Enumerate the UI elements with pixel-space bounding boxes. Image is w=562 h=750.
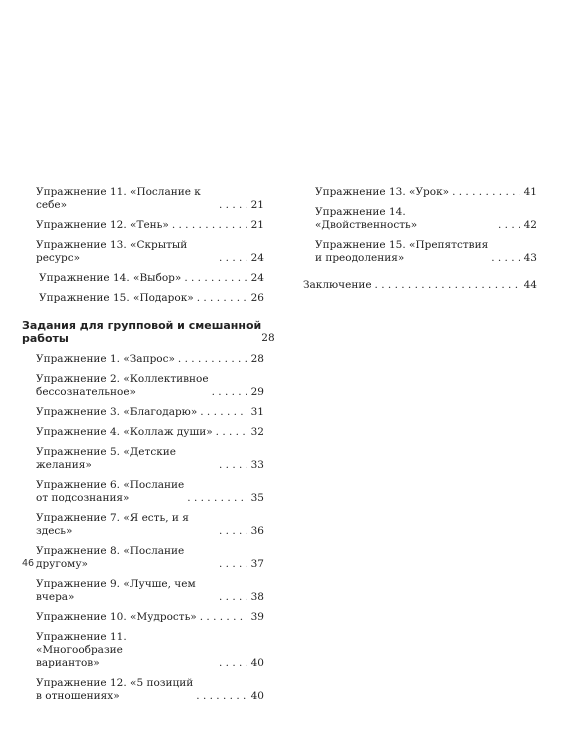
entry-page: 29 (250, 386, 264, 398)
dot-leader (178, 353, 247, 366)
entry-title: Упражнение 6. «Послание от подсознания» (36, 479, 185, 504)
toc-entry (36, 272, 264, 285)
entry-title: Упражнение 9. «Лучше, чем вчера» (36, 578, 196, 603)
entry-page: 39 (250, 611, 264, 623)
entry-page: 42 (523, 219, 537, 231)
entry-title: Упражнение 7. «Я есть, и я здесь» (36, 512, 189, 537)
toc-group-group-work (36, 353, 264, 703)
dot-leader (375, 279, 520, 292)
entry-page: 43 (523, 252, 537, 264)
dot-leader (187, 492, 247, 505)
entry-page: 31 (250, 406, 264, 418)
toc-entry (36, 219, 264, 232)
toc-entry (36, 373, 264, 399)
entry-page: 24 (250, 272, 264, 284)
toc-entry (36, 186, 264, 212)
toc-entry (36, 406, 264, 419)
entry-page: 38 (250, 591, 264, 603)
toc-right-column (303, 186, 537, 299)
entry-page: 44 (523, 279, 537, 291)
toc-entry (36, 512, 264, 538)
toc-entry-conclusion (303, 279, 537, 292)
entry-title: Упражнение 5. «Детские желания» (36, 446, 176, 471)
entry-title: Упражнение 4. «Коллаж души» (36, 426, 213, 438)
dot-leader (216, 426, 247, 439)
entry-page: 40 (250, 657, 264, 669)
toc-entry (36, 239, 264, 265)
entry-page: 32 (250, 426, 264, 438)
toc-entry (36, 353, 264, 366)
dot-leader (219, 558, 247, 571)
dot-leader (452, 186, 520, 199)
entry-title: Упражнение 10. «Мудрость» (36, 611, 197, 623)
entry-page: 40 (250, 690, 264, 702)
dot-leader (200, 406, 247, 419)
entry-page: 36 (250, 525, 264, 537)
dot-leader (219, 459, 247, 472)
entry-page: 28 (250, 353, 264, 365)
toc-entry (315, 206, 537, 232)
dot-leader (219, 199, 247, 212)
entry-title: Заключение (303, 279, 372, 291)
dot-leader (200, 611, 247, 624)
toc-entry (36, 446, 264, 472)
dot-leader (196, 690, 247, 703)
page-number: 46 (22, 558, 35, 569)
dot-leader (498, 219, 520, 232)
toc-group-continued (315, 186, 537, 265)
entry-title: Упражнение 12. «Тень» (36, 219, 169, 231)
toc-entry (36, 292, 264, 305)
entry-title: Упражнение 3. «Благодарю» (36, 406, 198, 418)
dot-leader (172, 219, 247, 232)
entry-page: 24 (250, 252, 264, 264)
entry-title: Упражнение 13. «Урок» (315, 186, 450, 198)
dot-leader (212, 386, 247, 399)
toc-entry (315, 239, 537, 265)
toc-entry (36, 631, 264, 670)
entry-title: Упражнение 15. «Препятствия и преодоления» (315, 239, 489, 264)
dot-leader (184, 272, 247, 285)
dot-leader (491, 252, 520, 265)
toc-entry (36, 545, 264, 571)
entry-page: 37 (250, 558, 264, 570)
entry-title: Упражнение 13. «Скрытый ресурс» (36, 239, 188, 264)
toc-entry (36, 479, 264, 505)
toc-group-individual (36, 186, 264, 305)
entry-page: 26 (250, 292, 264, 304)
dot-leader (219, 525, 247, 538)
entry-title: Упражнение 12. «5 позиций в отношениях» (36, 677, 194, 702)
entry-title: Упражнение 14. «Выбор» (39, 272, 182, 284)
dot-leader (219, 252, 247, 265)
toc-entry (36, 578, 264, 604)
entry-title: Упражнение 8. «Послание другому» (36, 545, 185, 570)
entry-page: 35 (250, 492, 264, 504)
toc-entry (36, 677, 264, 703)
toc-entry (36, 426, 264, 439)
dot-leader (197, 292, 247, 305)
entry-title: Упражнение 2. «Коллективное бессознательное» (36, 373, 209, 398)
entry-page: 41 (523, 186, 537, 198)
entry-page: 21 (250, 219, 264, 231)
entry-page: 33 (250, 459, 264, 471)
toc-entry (315, 186, 537, 199)
entry-title: Упражнение 15. «Подарок» (39, 292, 194, 304)
entry-title: Упражнение 14. «Двойственность» (315, 206, 418, 231)
entry-title: Упражнение 11. «Послание к себе» (36, 186, 201, 211)
dot-leader (219, 591, 247, 604)
toc-entry (36, 611, 264, 624)
section-title: Задания для групповой и смешанной работы (22, 319, 262, 345)
entry-title: Упражнение 11. «Многообразие вариантов» (36, 631, 127, 669)
section-page: 28 (261, 332, 275, 344)
entry-page: 21 (250, 199, 264, 211)
entry-title: Упражнение 1. «Запрос» (36, 353, 175, 365)
dot-leader (219, 657, 247, 670)
toc-section-group-work (22, 319, 275, 345)
